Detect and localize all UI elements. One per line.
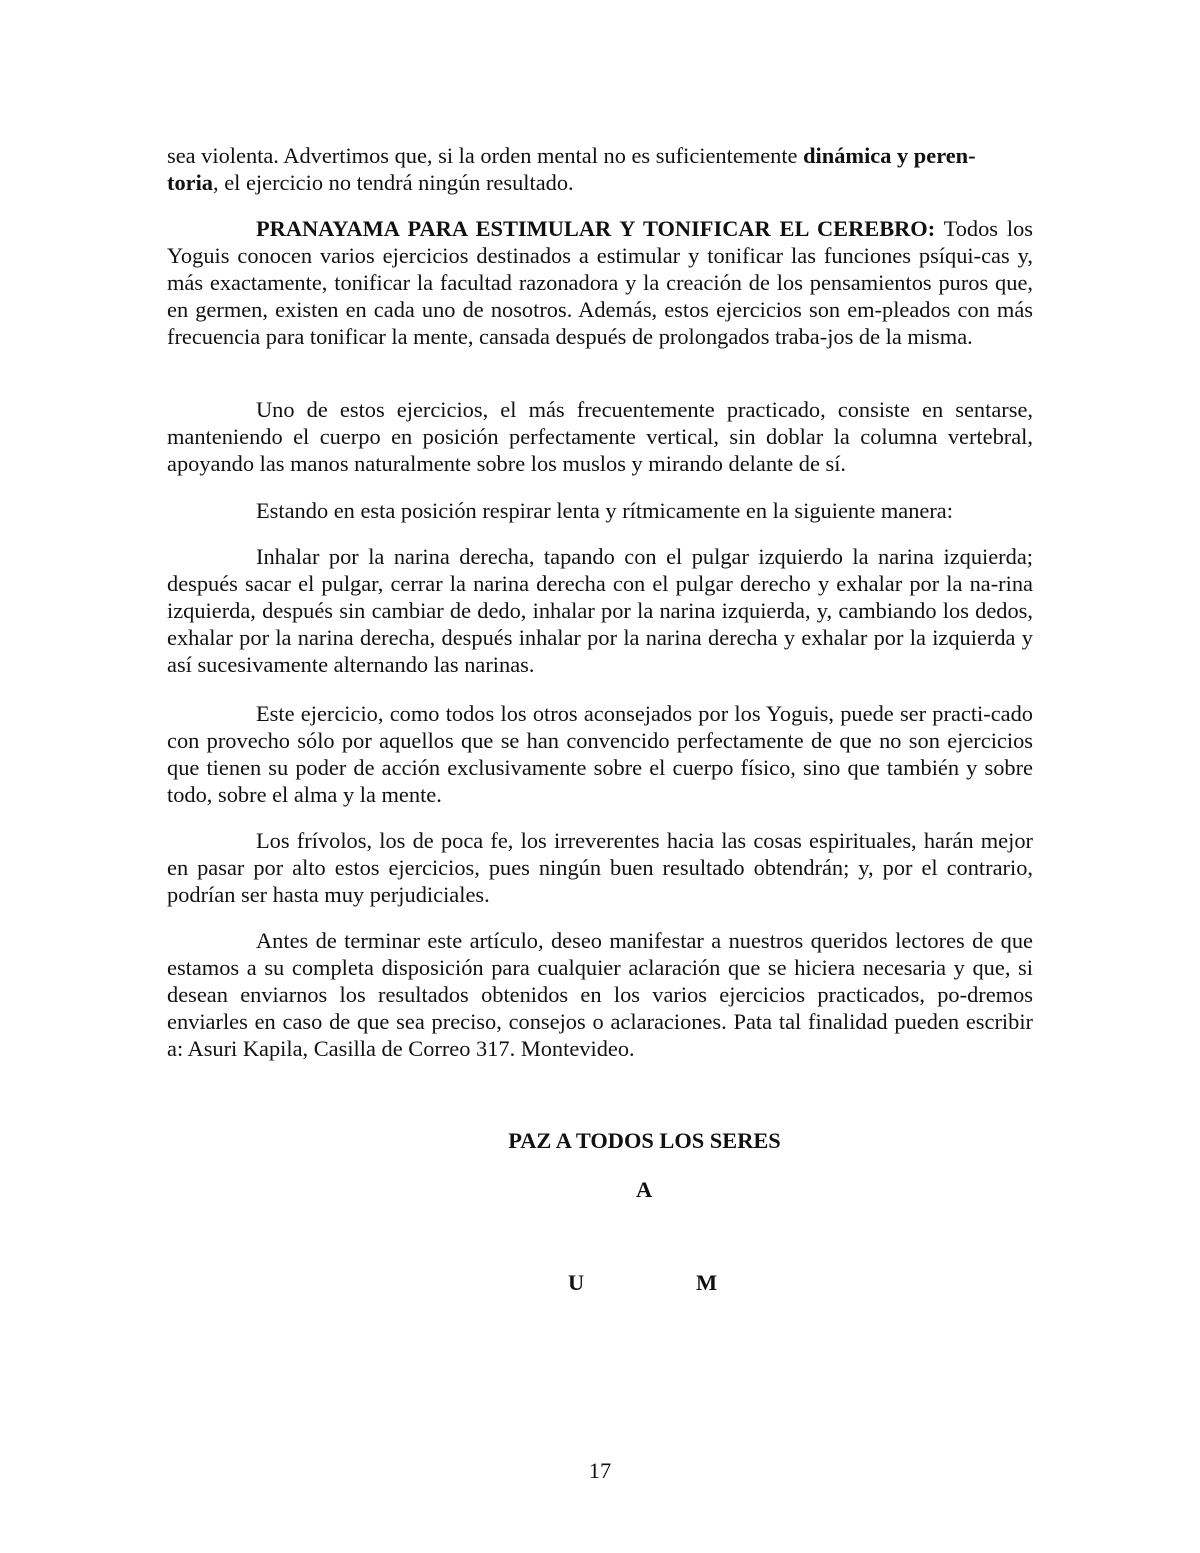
paragraph-4-text: Estando en esta posición respirar lenta y rítmicamente en la siguiente manera: bbox=[256, 498, 953, 523]
paragraph-1-bold: dinámica y peren- toria bbox=[167, 143, 976, 195]
paragraph-7 bbox=[167, 827, 1033, 908]
section-heading: PRANAYAMA PARA ESTIMULAR Y TONIFICAR EL CEREBRO: bbox=[256, 216, 936, 241]
paragraph-7-text: Los frívolos, los de poca fe, los irreverentes hacia las cosas espirituales, harán mejor en pasar por alto estos ejercicios, pues ningún buen resultado obtendrán; y, por el contrario, podrían ser hasta muy perjudiciales. bbox=[167, 828, 1033, 907]
paragraph-8-text: Antes de terminar este artículo, deseo manifestar a nuestros queridos lectores de que estamos a su completa disposición para cualquier aclaración que se hiciera necesaria y que, si desean enviarnos los resultados obtenidos en los varios ejercicios practicados, po-dremos enviarles en caso de que sea preciso, consejos o aclaraciones. Pata tal finalidad pueden escribir a: Asuri Kapila, Casilla de Correo 317. Montevideo. bbox=[167, 928, 1033, 1061]
closing-letter-m: M bbox=[696, 1270, 718, 1295]
paragraph-6 bbox=[167, 700, 1033, 808]
closing-title: PAZ A TODOS LOS SERES bbox=[508, 1128, 781, 1153]
paragraph-1 bbox=[167, 142, 1033, 196]
paragraph-6-text: Este ejercicio, como todos los otros aconsejados por los Yoguis, puede ser practi-cado con provecho sólo por aquellos que se han convencido perfectamente de que no son ejercicios que tienen su poder de acción exclusivamente sobre el cuerpo físico, sino que también y sobre todo, sobre el alma y la mente. bbox=[167, 701, 1033, 807]
closing-letter-a: A bbox=[636, 1177, 653, 1202]
paragraph-5 bbox=[167, 543, 1033, 678]
paragraph-8 bbox=[167, 927, 1033, 1062]
paragraph-5-text: Inhalar por la narina derecha, tapando con el pulgar izquierdo la narina izquierda; después sacar el pulgar, cerrar la narina derecha con el pulgar derecho y exhalar por la na-rina izquierda, después sin cambiar de dedo, inhalar por la narina izquierda, y, cambiando los dedos, exhalar por la narina derecha, después inhalar por la narina derecha y exhalar por la izquierda y así sucesivamente alternando las narinas. bbox=[167, 544, 1033, 677]
paragraph-3 bbox=[167, 396, 1033, 477]
page-number: 17 bbox=[588, 1458, 612, 1483]
paragraph-2-text: Todos los Yoguis conocen varios ejercicios destinados a estimular y tonificar las funciones psíqui-cas y, más exactamente, tonificar la facultad razonadora y la creación de los pensamientos puros que, en germen, existen en cada uno de nosotros. Además, estos ejercicios son em-pleados con más frecuencia para tonificar la mente, cansada después de prolongados traba-jos de la misma. bbox=[167, 216, 1033, 349]
paragraph-4 bbox=[167, 497, 1033, 524]
paragraph-3-text: Uno de estos ejercicios, el más frecuentemente practicado, consiste en sentarse, manteniendo el cuerpo en posición perfectamente vertical, sin doblar la columna vertebral, apoyando las manos naturalmente sobre los muslos y mirando delante de sí. bbox=[167, 397, 1033, 476]
paragraph-1-text-b: , el ejercicio no tendrá ningún resultado. bbox=[213, 170, 574, 195]
closing-letter-u: U bbox=[568, 1270, 585, 1295]
paragraph-1-text-a: sea violenta. Advertimos que, si la orden mental no es suficientemente bbox=[167, 143, 804, 168]
paragraph-2 bbox=[167, 215, 1033, 350]
